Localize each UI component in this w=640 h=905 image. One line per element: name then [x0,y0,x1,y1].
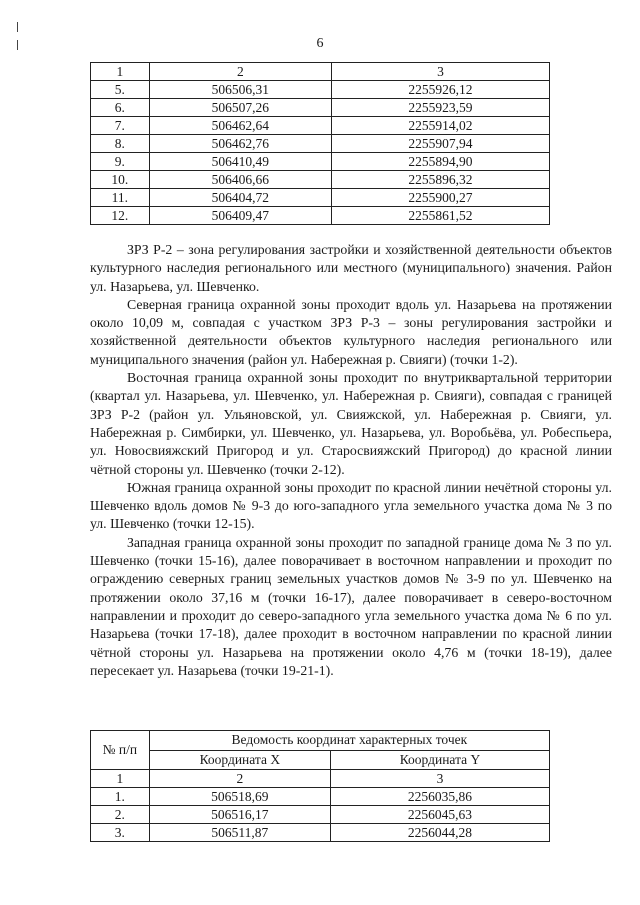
table-row [91,788,550,806]
number-header: № п/п [91,731,150,770]
table-cell: 2 [149,63,331,81]
table-cell: 8. [91,135,150,153]
table-cell: 506462,64 [149,117,331,135]
table-row [91,207,550,225]
table-header-row [91,750,550,770]
table-cell: 3. [91,824,150,842]
table-row [91,189,550,207]
table-title: Ведомость координат характерных точек [149,731,549,751]
table-row [91,117,550,135]
zone-description [90,241,612,680]
table-cell: 2255896,32 [331,171,549,189]
table-cell: 1. [91,788,150,806]
table-row [91,824,550,842]
table-row [91,99,550,117]
table-index-row [91,770,550,788]
table-cell: 506516,17 [149,806,330,824]
table-cell: 6. [91,99,150,117]
table-cell: 506410,49 [149,153,331,171]
table-cell: 506518,69 [149,788,330,806]
table-header-row [91,63,550,81]
table-cell: 9. [91,153,150,171]
table-row [91,806,550,824]
table-row [91,171,550,189]
table-cell: 2255926,12 [331,81,549,99]
table-cell: 2255900,27 [331,189,549,207]
table-row [91,153,550,171]
table-cell: 2256044,28 [330,824,549,842]
table-cell: 506404,72 [149,189,331,207]
table-cell: 11. [91,189,150,207]
paragraph: Восточная граница охранной зоны проходит по внутриквартальной территории (квартал ул. Назарьева, ул. Шевченко, ул. Набережная р. Свияги), совпадая с границей ЗРЗ Р-2 (район ул. Ульяновской, ул. Свияжской, ул. Набережная р. Свияги, ул. Набережная р. Симбирки, ул. Шевченко, ул. Назарьева, ул. Воробьёва, ул. Робеспьера, ул. Новосвияжский Пригород и ул. Старосвияжский Пригород) до красной линии чётной стороны ул. Шевченко (точки 2-12). [90,370,612,477]
table-cell: 2256035,86 [330,788,549,806]
column-header-y: Координата Y [330,750,549,770]
table-cell: 2. [91,806,150,824]
table-cell: 2255861,52 [331,207,549,225]
table-cell: 10. [91,171,150,189]
table-cell: 5. [91,81,150,99]
table-cell: 506511,87 [149,824,330,842]
table-cell: 2255914,02 [331,117,549,135]
paragraph: ЗРЗ Р-2 – зона регулирования застройки и хозяйственной деятельности объектов культурного наследия регионального или местного (муниципального) значения. Район ул. Назарьева, ул. Шевченко. [90,242,612,294]
coordinates-table [90,730,550,842]
table-cell: 2255907,94 [331,135,549,153]
table-cell: 3 [330,770,549,788]
margin-mark [17,22,18,32]
paragraph: Западная граница охранной зоны проходит по западной границе дома № 3 по ул. Шевченко (точки 15-16), далее поворачивает в восточном направлении и проходит по ограждению северных границ земельных участков домов № 3-9 по ул. Шевченко на протяжении около 37,16 м (точки 16-17), далее поворачивает в северо-восточном направлении и проходит до северо-западного угла земельного участка дома № 6 по ул. Назарьева (точки 17-18), далее проходит в восточном направлении по красной линии чётной стороны ул. Назарьева на протяжении около 4,76 м (точки 18-19), далее пересекает ул. Назарьева (точки 19-21-1). [90,534,612,678]
table-cell: 2 [149,770,330,788]
table-cell: 2255894,90 [331,153,549,171]
table-cell: 506409,47 [149,207,331,225]
paragraph: Южная граница охранной зоны проходит по красной линии нечётной стороны ул. Шевченко вдоль домов № 9-3 до юго-западного угла земельного участка дома № 3 по ул. Шевченко (точки 12-15). [90,479,612,532]
table-cell: 2256045,63 [330,806,549,824]
page-number: 6 [316,36,324,51]
table-cell: 1 [91,770,150,788]
table-cell: 3 [331,63,549,81]
table-cell: 506507,26 [149,99,331,117]
table-cell: 2255923,59 [331,99,549,117]
table-row [91,81,550,99]
coordinates-table-continued [90,62,550,225]
table-cell: 506462,76 [149,135,331,153]
table-cell: 1 [91,63,150,81]
paragraph: Северная граница охранной зоны проходит вдоль ул. Назарьева на протяжении около 10,09 м, совпадая с участком ЗРЗ Р-3 – зоны регулирования застройки и хозяйственной деятельности объектов культурного наследия регионального или муниципального значения (район ул. Набережная р. Свияги) (точки 1-2). [90,296,612,367]
table-cell: 12. [91,207,150,225]
table-row [91,135,550,153]
table-cell: 506506,31 [149,81,331,99]
table-cell: 506406,66 [149,171,331,189]
table-header-row [91,731,550,751]
column-header-x: Координата X [149,750,330,770]
table-cell: 7. [91,117,150,135]
